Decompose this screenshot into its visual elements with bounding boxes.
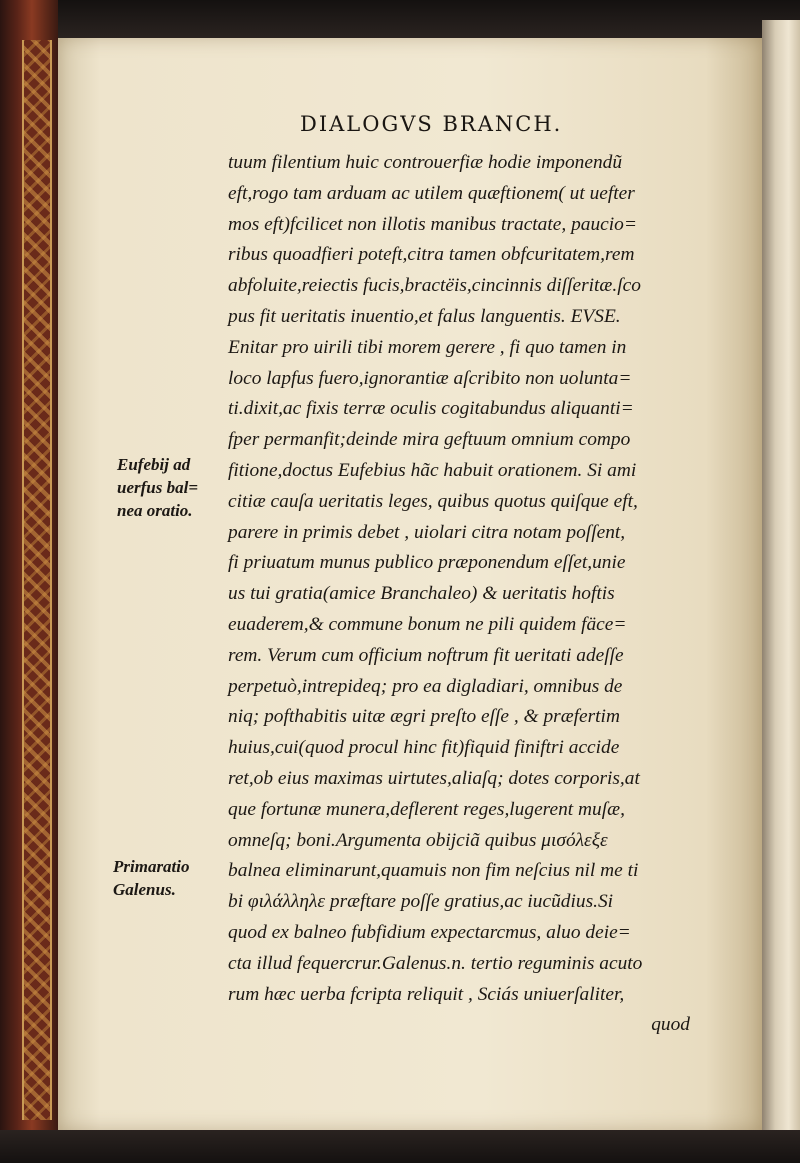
text-line: ribus quoadfieri poteft,citra tamen obfcuritatem,rem	[228, 244, 635, 266]
text-line: abfoluite,reiectis fucis,bractëis,cincinnis diſſeritæ.ſco	[228, 275, 641, 297]
text-line: loco lapfus fuero,ignorantiæ aſcribito non uolunta=	[228, 367, 632, 389]
text-line: niq; pofthabitis uitæ ægri preſto eſſe , & præfertim	[228, 706, 620, 728]
margin-note-line: nea oratio.	[117, 501, 193, 520]
text-line: tuum filentium huic controuerfiæ hodie imponendũ	[228, 152, 623, 173]
text-line: perpetuò,intrepideq; pro ea digladiari, omnibus de	[228, 675, 623, 697]
text-line: rum hæc uerba fcripta reliquit , Sciás uniuerſaliter,	[228, 983, 625, 1005]
text-line: us tui gratia(amice Branchaleo) & ueritatis hoftis	[228, 583, 615, 605]
text-line: ti.dixit,ac fixis terræ oculis cogitabundus aliquanti=	[228, 398, 634, 420]
spine-decoration	[22, 40, 52, 1120]
text-line: parere in primis debet , uiolari citra notam poſſent,	[228, 521, 626, 543]
text-line: bi φιλάλληλε præftare poſſe gratius,ac iucũdius.Si	[228, 891, 614, 913]
top-background	[0, 0, 800, 38]
text-line: quod ex balneo fubfidium expectarcmus, aluo deie=	[228, 921, 631, 943]
book-spine	[0, 0, 58, 1163]
margin-note-line: Primaratio	[113, 857, 190, 876]
running-head: DIALOGVS BRANCH.	[300, 112, 563, 136]
main-text	[228, 148, 718, 1041]
text-line: omneſq; boni.Argumenta obijciã quibus μισόλεξε	[228, 829, 608, 851]
text-line: rem. Verum cum officium noftrum fit ueritati adeſſe	[228, 644, 624, 666]
margin-note-line: uerfus bal=	[117, 478, 199, 497]
catchword: quod	[651, 1014, 690, 1036]
text-line: fitione,doctus Eufebius hãc habuit orationem. Si ami	[228, 459, 637, 481]
text-line: fper permanfit;deinde mira geftuum omnium compo	[228, 429, 631, 451]
margin-note-galenus	[113, 855, 190, 901]
margin-note-line: Galenus.	[113, 880, 176, 899]
text-line: eft,rogo tam arduam ac utilem quæftionem( ut uefter	[228, 182, 635, 204]
text-line: huius,cui(quod procul hinc fit)fiquid finiftri accide	[228, 737, 620, 759]
text-line: ret,ob eius maximas uirtutes,aliaſq; dotes corporis,at	[228, 767, 640, 789]
text-line: cta illud fequercrur.Galenus.n. tertio reguminis acuto	[228, 952, 643, 974]
text-line: balnea eliminarunt,quamuis non fim neſcius nil me ti	[228, 860, 639, 882]
bottom-background	[0, 1130, 800, 1163]
margin-note-line: Eufebij ad	[117, 455, 191, 474]
text-line: mos eft)fcilicet non illotis manibus tractate, paucio=	[228, 213, 637, 235]
facing-page-edge	[762, 20, 800, 1163]
text-line: pus fit ueritatis inuentio,et falus languentis. EVSE.	[228, 305, 621, 327]
text-line: citiæ cauſa ueritatis leges, quibus quotus quiſque eft,	[228, 490, 638, 512]
text-line: Enitar pro uirili tibi morem gerere , fi quo tamen in	[228, 336, 627, 358]
margin-note-eusebius	[117, 453, 198, 522]
text-line: fi priuatum munus publico præponendum eſſet,unie	[228, 552, 626, 574]
text-line: que fortunæ munera,deflerent reges,lugerent muſæ,	[228, 798, 625, 820]
text-line: euaderem,& commune bonum ne pili quidem fäce=	[228, 613, 627, 635]
